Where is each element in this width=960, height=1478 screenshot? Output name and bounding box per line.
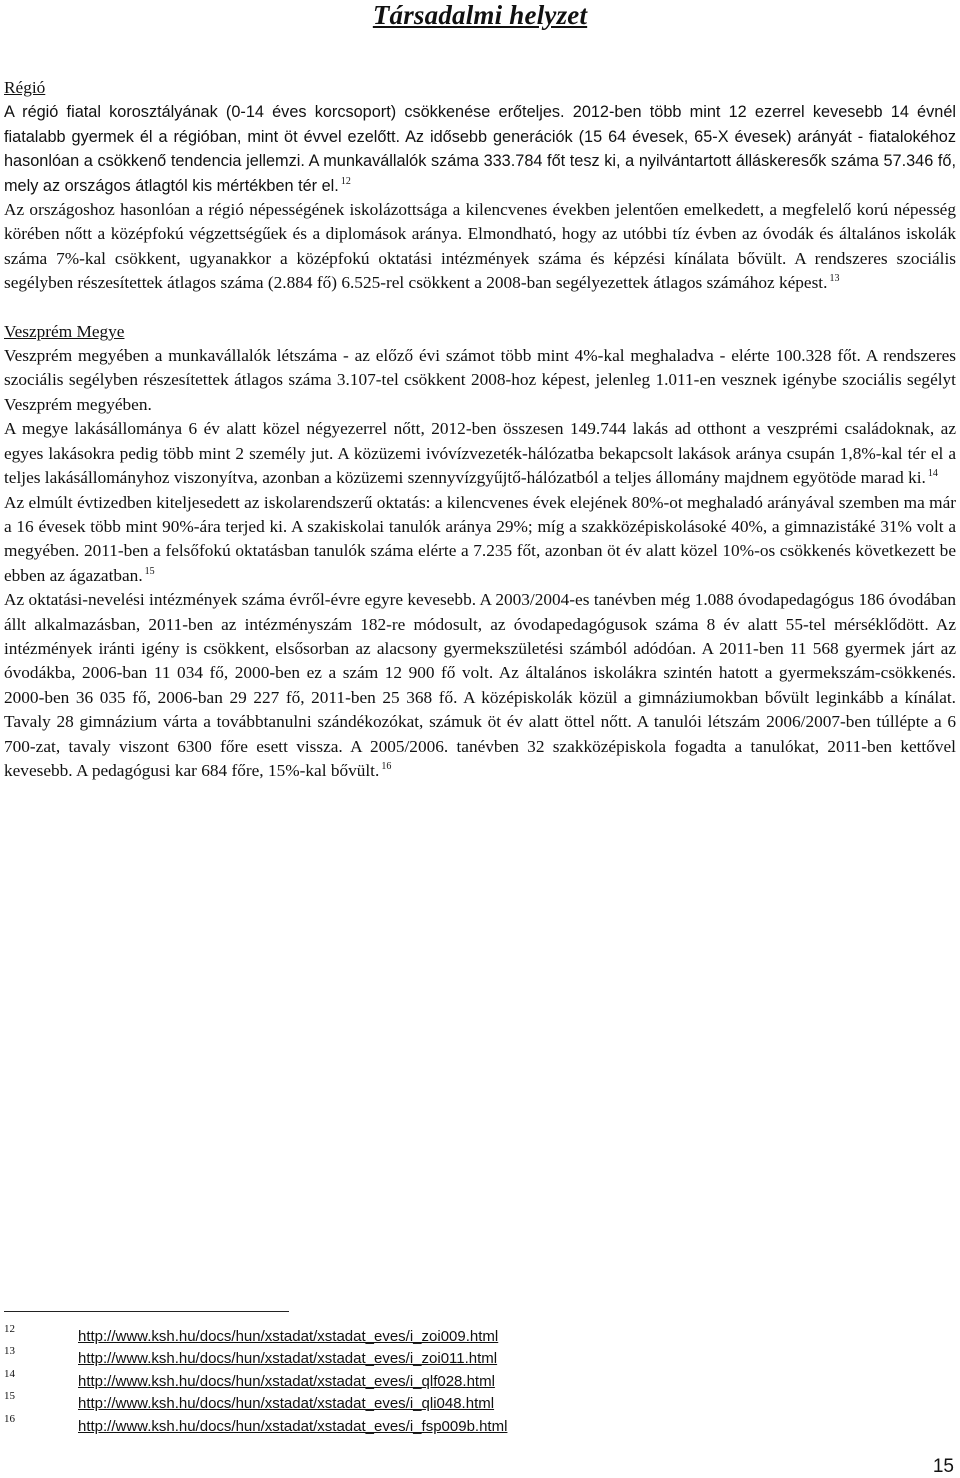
footnote-link[interactable]: http://www.ksh.hu/docs/hun/xstadat/xstadat_eves/i_fsp009b.html [78, 1417, 508, 1435]
footnote-number: 14 [4, 1367, 15, 1380]
footnote-number: 12 [4, 1323, 15, 1335]
body-text [4, 76, 956, 783]
region-paragraph-2-text: Az országoshoz hasonlóan a régió népességének iskolázottsága a kilencvenes években jelentően emelkedett, a megfelelő korú népesség körében nőtt a középfokú végzettségűek és a diplomások aránya. Elmondható, hogy az utóbbi tíz évben az óvodák és általános iskolák száma 7%-kal csökkent, ugyanakkor a középfokú oktatási intézmények száma és képzési kínálata bővült. A rendszeres szociális segélyben részesítettek átlagos száma (2.884 fő) 6.525-rel csökkent a 2008-ban segélyezettek átlagos számához képest. [4, 200, 956, 293]
footnote-ref-14[interactable]: 14 [927, 468, 938, 480]
footnote-number: 16 [4, 1412, 15, 1425]
page-title: Társadalmi helyzet [372, 0, 588, 30]
footnote-number: 13 [4, 1345, 15, 1358]
footnote-link[interactable]: http://www.ksh.hu/docs/hun/xstadat/xstadat_eves/i_qli048.html [78, 1395, 495, 1413]
footnote-link[interactable]: http://www.ksh.hu/docs/hun/xstadat/xstadat_eves/i_zoi009.html [78, 1328, 499, 1345]
footnote-ref-16[interactable]: 16 [381, 761, 392, 773]
footnote-item [4, 1368, 904, 1390]
footnote-number: 15 [4, 1390, 15, 1403]
region-paragraph-2 [4, 198, 956, 296]
county-paragraph-3 [4, 491, 956, 589]
section-heading-county: Veszprém Megye [4, 321, 125, 341]
section-heading-region: Régió [4, 78, 46, 97]
footnote-link[interactable]: http://www.ksh.hu/docs/hun/xstadat/xstadat_eves/i_qlf028.html [78, 1372, 495, 1390]
footnote-ref-15[interactable]: 15 [144, 565, 155, 577]
footnote-divider [4, 1311, 289, 1312]
footnote-item [4, 1345, 904, 1367]
county-paragraph-4-text: Az oktatási-nevelési intézmények száma évről-évre egyre kevesebb. A 2003/2004-es tanévben még 1.088 óvodapedagógus 186 óvodában állt alkalmazásban, 2011-ben az intézményszám 182-re módosult, az óvodapedagógusok száma 8 év alatt 55-tel mérséklődött. Az intézmények iránti igény is csökkent, elsősorban az alacsony gyermekszületési számból adódóan. A 2011-ben 11 568 gyermek járt az óvodákba, 2006-ban 11 034 fő, 2000-ben ez a szám 12 900 fő volt. Az általános iskolákra szintén hatott a gyermekszám-csökkenés. 2000-ben 36 035 fő, 2006-ban 29 227 fő, 2011-ben 25 368 fő. A középiskolák közül a gimnáziumokban bővült leginkább a kínálat. Tavaly 28 gimnázium várta a továbbtanulni szándékozókat, számuk öt év alatt öttel nőtt. A tanulói létszám 2006/2007-ben túllépte a 6 700-zat, tavaly viszont 6300 főre esett vissza. A 2005/2006. tanévben 32 szakközépiskola fogadta a tanulókat, 2011-ben kettővel kevesebb. A pedagógusi kar 684 főre, 15%-kal bővült. [4, 590, 956, 780]
county-paragraph-3-text: Az elmúlt évtizedben kiteljesedett az iskolarendszerű oktatás: a kilencvenes évek elejének 80%-ot meghaladó arányával szemben ma már a 16 évesek több mint 90%-ára terjed ki. A szakiskolai tanulók aránya 29%; míg a szakközépiskolásoké 40%, a gimnazistáké 31% volt a megyében. 2011-ben a felsőfokú oktatásban tanulók száma elérte a 7.235 főt, azonban öt év alatt közel 10%-os csökkenés következett be ebben az ágazatban. [4, 492, 956, 585]
footnote-link[interactable]: http://www.ksh.hu/docs/hun/xstadat/xstadat_eves/i_zoi011.html [78, 1350, 498, 1368]
page-number: 15 [932, 1456, 954, 1477]
footnote-item [4, 1413, 904, 1435]
section-spacer [4, 296, 956, 320]
footnotes-list [4, 1323, 904, 1435]
county-paragraph-2 [4, 417, 956, 490]
footnote-ref-12[interactable]: 12 [340, 175, 351, 187]
county-paragraph-1: Veszprém megyében a munkavállalók létszáma - az előző évi számot több mint 4%-kal meghaladva - elérte 100.328 főt. A rendszeres szociális segélyben részesítettek átlagos száma 3.107-tel csökkent 2008-hoz képest, jelenleg 1.011-en vesznek igénybe szociális segélyt Veszprém megyében. [4, 346, 956, 414]
county-paragraph-2-text: A megye lakásállománya 6 év alatt közel négyezerrel nőtt, 2012-ben összesen 149.744 lakás ad otthont a veszprémi családoknak, az egyes lakásokra pedig több mint 2 személy jut. A közüzemi ivóvízvezeték-hálózatba bekapcsolt lakások aránya csupán 1,8%-kal tér el a teljes lakásállományhoz viszonyítva, azonban a közüzemi szennyvízgyűjtő-hálózatból a teljes állomány majdnem egyötöde marad ki. [4, 419, 956, 488]
region-paragraph-1 [4, 100, 956, 198]
county-paragraph-4 [4, 588, 956, 783]
footnote-ref-13[interactable]: 13 [829, 273, 840, 285]
region-paragraph-1-text: A régió fiatal korosztályának (0-14 éves korcsoport) csökkenése erőteljes. 2012-ben több mint 12 ezerrel kevesebb 14 évnél fiatalabb gyermek él a régióban, mint öt évvel ezelőtt. Az idősebb generációk (15 64 évesek, 65-X évesek) arányát - fiatalokéhoz hasonlóan a csökkenő tendencia jellemzi. A munkavállalók száma 333.784 főt tesz ki, a nyilvántartott álláskeresők száma 57.346 fő, mely az országos átlagtól kis mértékben tér el. [4, 103, 956, 195]
footnote-item [4, 1323, 904, 1345]
footnote-item [4, 1390, 904, 1412]
